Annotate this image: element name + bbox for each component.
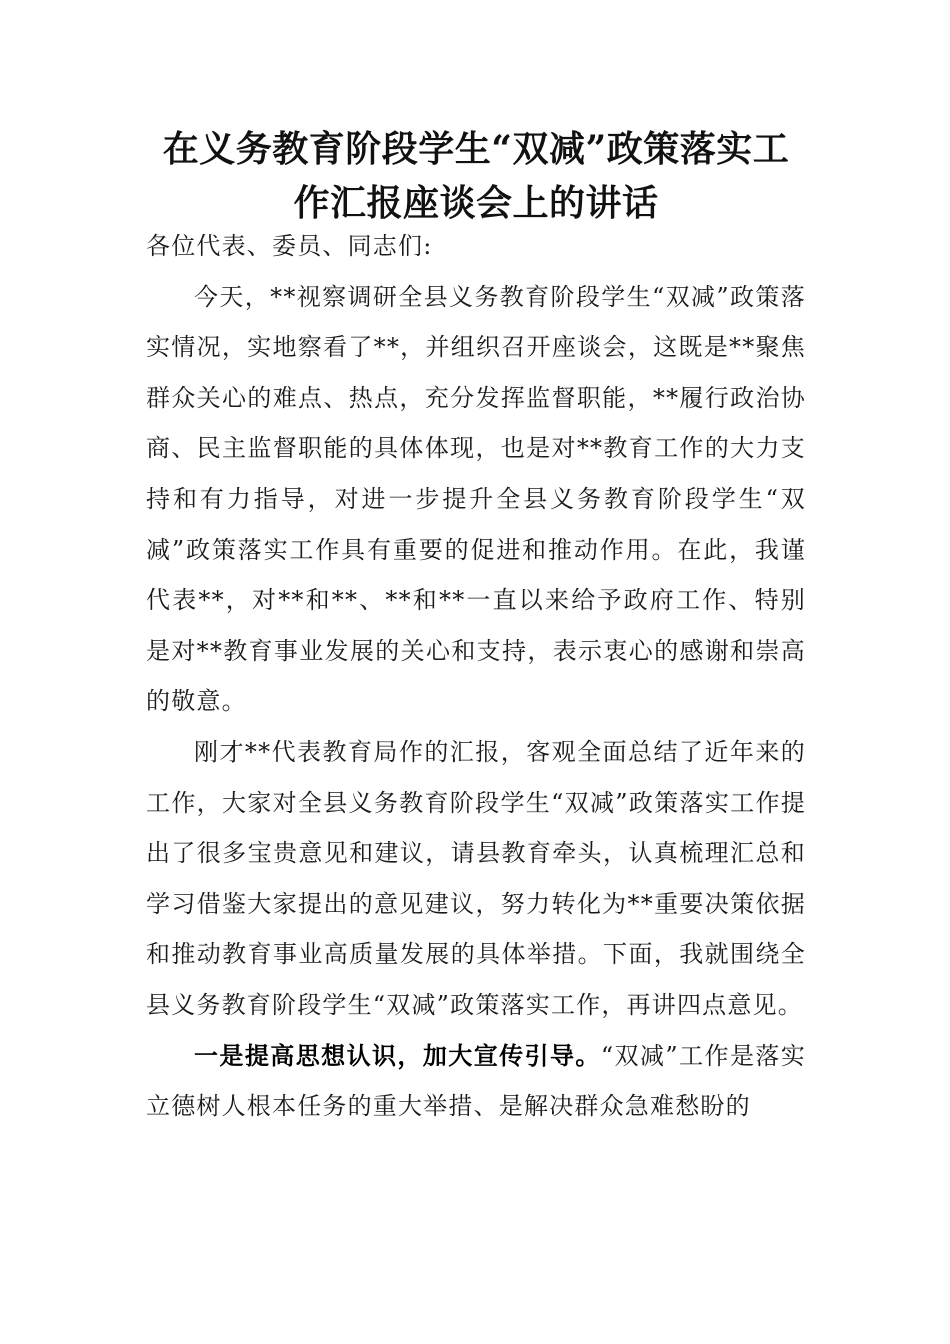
- salutation: 各位代表、委员、同志们:: [146, 232, 433, 260]
- paragraph-point-one: [146, 1031, 806, 1132]
- point-one-heading: 一是提高思想认识，加大宣传引导。: [194, 1040, 601, 1070]
- paragraph-opening: 今天，**视察调研全县义务教育阶段学生“双减”政策落实情况，实地察看了**，并组织召开座谈会，这既是**聚焦群众关心的难点、热点，充分发挥监督职能，**履行政治协商、民主监督职能的具体体现，也是对**教育工作的大力支持和有力指导，对进一步提升全县义务教育阶段学生“双减”政策落实工作具有重要的促进和推动作用。在此，我谨代表**，对**和**、**和**一直以来给予政府工作、特别是对**教育事业发展的关心和支持，表示衷心的感谢和崇高的敬意。: [146, 282, 806, 716]
- point-one-text: “双减”工作是落实立德树人根本任务的重大举措、是解决群众急难愁盼的: [146, 1041, 807, 1121]
- paragraph-summary: 刚才**代表教育局作的汇报，客观全面总结了近年来的工作，大家对全县义务教育阶段学生“双减”政策落实工作提出了很多宝贵意见和建议，请县教育牵头，认真梳理汇总和学习借鉴大家提出的意见建议，努力转化为**重要决策依据和推动教育事业高质量发展的具体举措。下面，我就围绕全县义务教育阶段学生“双减”政策落实工作，再讲四点意见。: [146, 737, 806, 1019]
- document-title: 在义务教育阶段学生“双减”政策落实工作汇报座谈会上的讲话: [162, 128, 790, 224]
- document-body: [146, 221, 806, 1132]
